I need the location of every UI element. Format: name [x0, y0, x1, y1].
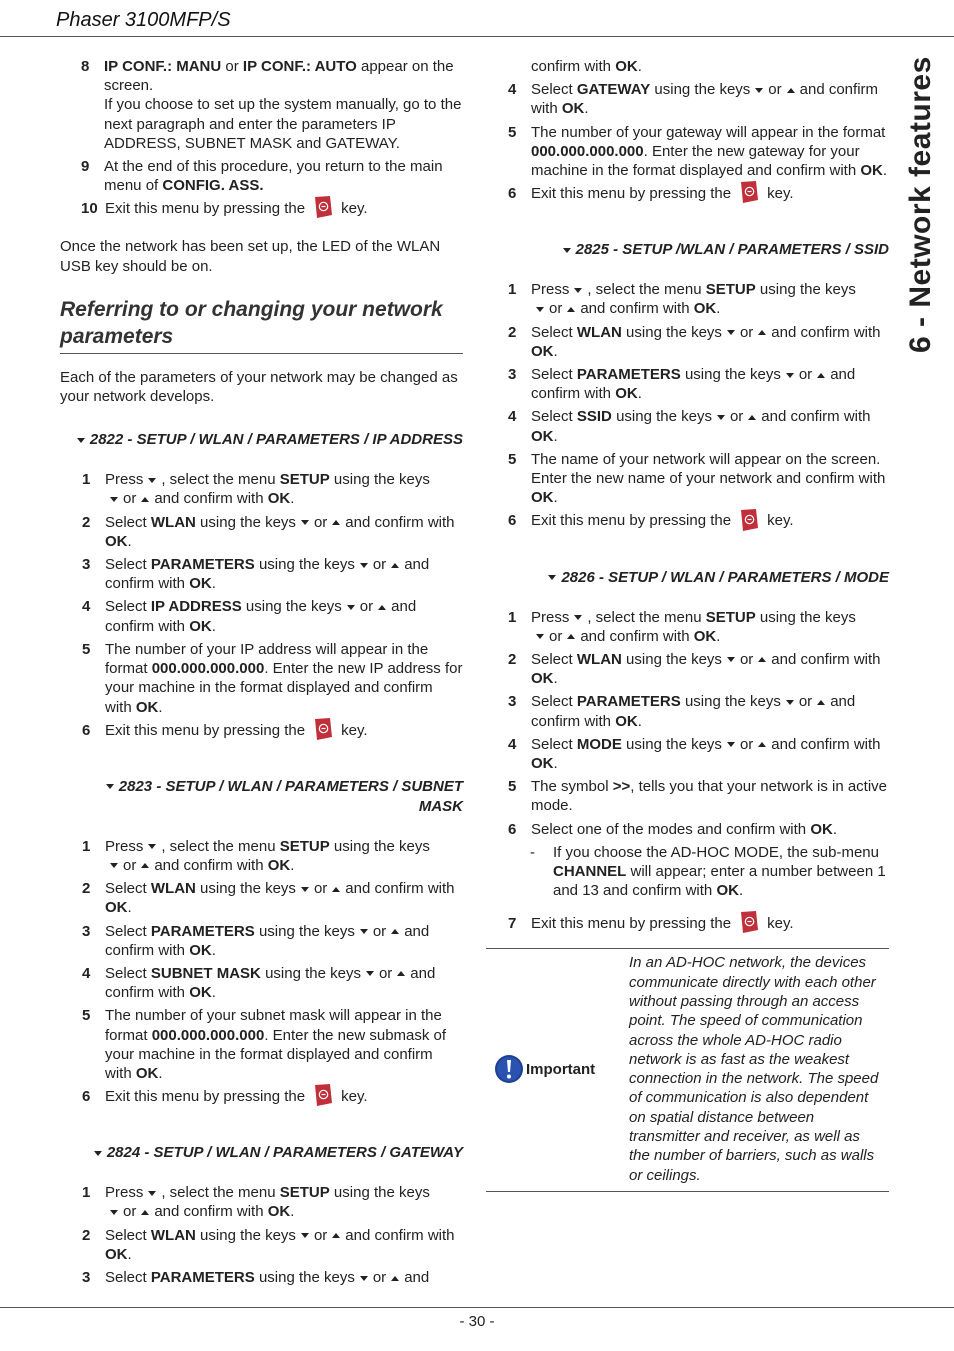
mode-step-5: 5 The symbol >>, tells you that your network is in active mode. [508, 778, 888, 815]
subnet-step-6: 6 Exit this menu by pressing the key. [60, 1087, 463, 1107]
subnet-step-2: 2 Select WLAN using the keys or and confirm with OK. [82, 880, 455, 917]
ip-step-4: 4 Select IP ADDRESS using the keys or and confirm with OK. [82, 598, 417, 635]
down-arrow-icon [366, 971, 374, 976]
down-arrow-icon [301, 1233, 309, 1238]
gateway-step-4: 4 Select GATEWAY using the keys or and confirm with OK. [508, 81, 879, 118]
gateway-step-5: 5 The number of your gateway will appear in the format 000.000.000.000. Enter the new gateway for your machine in the format displayed and confirm with OK. [508, 123, 887, 180]
step-text: IP CONF.: MANU or IP CONF.: AUTO appear on the screen. If you choose to set up the system manually, go to the next paragraph and enter the parameters IP ADDRESS, SUBNET MASK and GATEWAY. [104, 58, 462, 152]
down-arrow-icon [77, 438, 85, 443]
mode-step-3: 3 Select PARAMETERS using the keys or and confirm with OK. [508, 693, 856, 730]
down-arrow-icon [301, 887, 309, 892]
exclamation-icon [494, 1054, 524, 1084]
gateway-step-3: 3 Select PARAMETERS using the keys or and [82, 1269, 430, 1287]
menu-path-ssid: 2825 - SETUP /WLAN / PARAMETERS / SSID [486, 240, 889, 260]
stop-key-icon [739, 180, 759, 204]
up-arrow-icon [758, 657, 766, 662]
stop-key-icon [313, 1083, 333, 1107]
left-column [60, 57, 463, 1291]
step-9 [60, 157, 463, 195]
subnet-step-5: 5 The number of your subnet mask will appear in the format 000.000.000.000. Enter the new submask of your machine in the format displayed and confirm with OK. [82, 1007, 447, 1082]
down-arrow-icon [106, 784, 114, 789]
up-arrow-icon [141, 497, 149, 502]
subnet-step-3: 3 Select PARAMETERS using the keys or and confirm with OK. [82, 922, 430, 959]
down-arrow-icon [548, 575, 556, 580]
gateway-step-1: 1 Press , select the menu SETUP using the keys or and confirm with OK. [82, 1184, 430, 1221]
down-arrow-icon [94, 1151, 102, 1156]
step-number: 8 [81, 58, 90, 75]
document-title: Phaser 3100MFP/S [56, 9, 231, 31]
ip-step-1: 1 Press , select the menu SETUP using the keys or and confirm with OK. [82, 471, 430, 508]
chapter-tab-label: 6 - Network features [903, 56, 937, 354]
mode-step-6-subitem: - If you choose the AD-HOC MODE, the sub-menu CHANNEL will appear; enter a number between 1 and 13 and confirm with OK. [530, 843, 886, 900]
down-arrow-icon [536, 634, 544, 639]
up-arrow-icon [567, 307, 575, 312]
stop-key-icon [313, 195, 333, 219]
up-arrow-icon [391, 929, 399, 934]
stop-key-icon [313, 717, 333, 741]
up-arrow-icon [391, 563, 399, 568]
header-rule [0, 36, 954, 37]
up-arrow-icon [141, 863, 149, 868]
step-10 [60, 199, 463, 219]
up-arrow-icon [567, 634, 575, 639]
down-arrow-icon [360, 1276, 368, 1281]
up-arrow-icon [758, 330, 766, 335]
right-column [486, 57, 889, 1192]
down-arrow-icon [110, 497, 118, 502]
step-text: Exit this menu by pressing the key. [103, 199, 463, 219]
menu-path-ip-address: 2822 - SETUP / WLAN / PARAMETERS / IP ADDRESS [60, 430, 463, 450]
wlan-led-note: Once the network has been set up, the LED of the WLAN USB key should be on. [60, 238, 441, 275]
up-arrow-icon [787, 88, 795, 93]
down-arrow-icon [717, 415, 725, 420]
down-arrow-icon [786, 373, 794, 378]
up-arrow-icon [332, 520, 340, 525]
ip-step-2: 2 Select WLAN using the keys or and confirm with OK. [82, 513, 455, 550]
step-number: 9 [81, 158, 90, 176]
mode-step-7: 7 Exit this menu by pressing the key. [486, 914, 889, 934]
step-8 [60, 57, 463, 153]
ip-step-5: 5 The number of your IP address will appear in the format 000.000.000.000. Enter the new IP address for your machine in the format displayed and confirm with OK. [82, 640, 463, 716]
down-arrow-icon [301, 520, 309, 525]
down-arrow-icon [727, 657, 735, 662]
important-label: Important [526, 1060, 596, 1078]
ip-step-6: 6 Exit this menu by pressing the key. [60, 721, 463, 741]
down-arrow-icon [360, 929, 368, 934]
down-arrow-icon [148, 478, 156, 483]
stop-key-icon [739, 910, 759, 934]
down-arrow-icon [148, 844, 156, 849]
important-label-area [486, 953, 629, 1185]
up-arrow-icon [141, 1210, 149, 1215]
down-arrow-icon [360, 563, 368, 568]
ip-step-3: 3 Select PARAMETERS using the keys or and confirm with OK. [82, 556, 430, 593]
chapter-tab [889, 55, 951, 355]
up-arrow-icon [378, 605, 386, 610]
gateway-step-3-cont: confirm with OK. [531, 58, 642, 75]
stop-key-icon [739, 508, 759, 532]
down-arrow-icon [755, 88, 763, 93]
mode-step-6: 6 Select one of the modes and confirm with OK. [508, 820, 837, 838]
page-number: - 30 - [459, 1313, 495, 1330]
ssid-step-5: 5 The name of your network will appear on the screen. Enter the new name of your network and confirm with OK. [508, 450, 886, 507]
gateway-step-2: 2 Select WLAN using the keys or and confirm with OK. [82, 1226, 455, 1263]
up-arrow-icon [748, 415, 756, 420]
up-arrow-icon [758, 742, 766, 747]
up-arrow-icon [332, 1233, 340, 1238]
down-arrow-icon [727, 742, 735, 747]
important-text: In an AD-HOC network, the devices communicate directly with each other without passing through an access point. The speed of communication across the whole AD-HOC radio network is as fast as the weakest connection in the network. The speed of communication is also dependent on spatial distance between transmitter and receiver, as well as the number of barriers, such as walls or ceilings. [629, 954, 879, 1184]
subnet-step-4: 4 Select SUBNET MASK using the keys or and confirm with OK. [82, 964, 436, 1002]
subnet-step-1: 1 Press , select the menu SETUP using the keys or and confirm with OK. [82, 837, 430, 874]
menu-path-mode: 2826 - SETUP / WLAN / PARAMETERS / MODE [486, 568, 889, 588]
step-number: 10 [81, 200, 98, 218]
up-arrow-icon [397, 971, 405, 976]
ssid-step-3: 3 Select PARAMETERS using the keys or and confirm with OK. [508, 366, 856, 403]
important-note [486, 948, 889, 1192]
ssid-step-2: 2 Select WLAN using the keys or and confirm with OK. [508, 323, 881, 360]
up-arrow-icon [332, 887, 340, 892]
menu-path-subnet-mask: 2823 - SETUP / WLAN / PARAMETERS / SUBNET MASK [60, 777, 463, 817]
down-arrow-icon [563, 248, 571, 253]
section-intro: Each of the parameters of your network may be changed as your network develops. [60, 368, 458, 406]
down-arrow-icon [574, 615, 582, 620]
up-arrow-icon [391, 1276, 399, 1281]
down-arrow-icon [536, 307, 544, 312]
menu-path-gateway: 2824 - SETUP / WLAN / PARAMETERS / GATEWAY [60, 1143, 463, 1163]
step-text: At the end of this procedure, you return to the main menu of CONFIG. ASS. [104, 158, 443, 195]
down-arrow-icon [110, 1210, 118, 1215]
mode-step-4: 4 Select MODE using the keys or and confirm with OK. [508, 735, 881, 772]
down-arrow-icon [110, 863, 118, 868]
footer-rule [0, 1307, 954, 1308]
ssid-step-1: 1 Press , select the menu SETUP using the keys or and confirm with OK. [508, 281, 856, 318]
down-arrow-icon [574, 288, 582, 293]
section-heading: Referring to or changing your network parameters [60, 296, 463, 354]
up-arrow-icon [817, 700, 825, 705]
mode-step-1: 1 Press , select the menu SETUP using the keys or and confirm with OK. [508, 608, 856, 645]
down-arrow-icon [347, 605, 355, 610]
down-arrow-icon [786, 700, 794, 705]
up-arrow-icon [817, 373, 825, 378]
down-arrow-icon [148, 1191, 156, 1196]
gateway-step-6: 6 Exit this menu by pressing the key. [486, 184, 889, 204]
ssid-step-6: 6 Exit this menu by pressing the key. [486, 511, 889, 531]
down-arrow-icon [727, 330, 735, 335]
mode-step-2: 2 Select WLAN using the keys or and confirm with OK. [508, 650, 881, 688]
ssid-step-4: 4 Select SSID using the keys or and confirm with OK. [508, 408, 871, 445]
